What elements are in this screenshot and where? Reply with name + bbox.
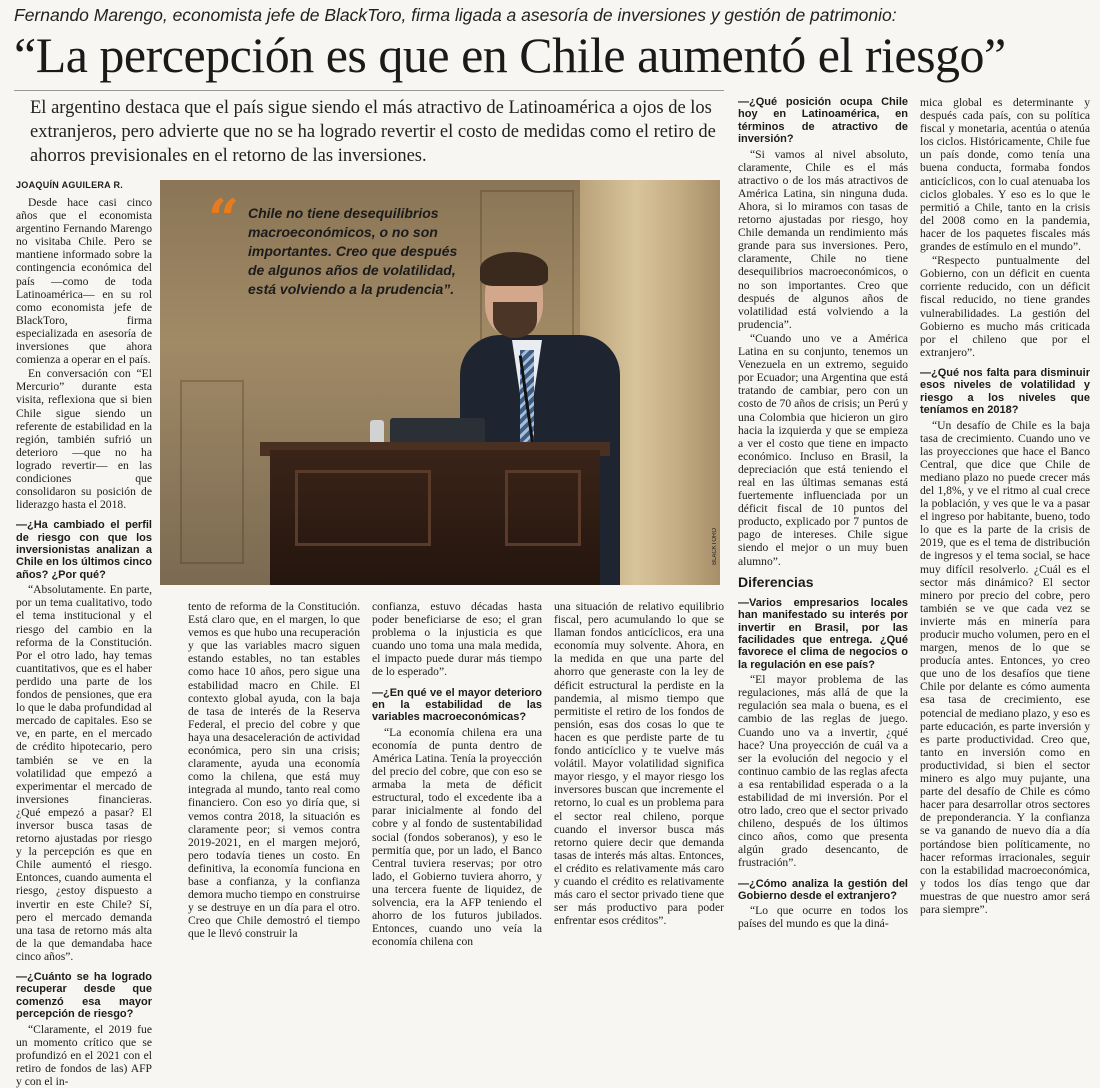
answer: “La economía chilena era una economía de punta dentro de América Latina. Tenía la proyección del precio del cobre, que con eso se armaba la meta de déficit estructural, todo el excedente iba a parar inicialmente al fondo del cobre y al fondo de sustentabilidad social (fondos soberanos), y eso le permitía que, por un lado, el Banco Central tuviera reservas; por otro lado, el Gobierno tuviera ahorro, y una tercera fuente de liquidez, de solvencia, era la AFP teniendo el ahorro de los futuros jubilados. Entonces, cuando uno veía la economía chilena con <box>372 725 542 949</box>
answer: “Respecto puntualmente del Gobierno, con un déficit en cuenta corriente reducido, con un déficit fiscal reducido, no tiene grandes vulnerabilidades. La gestión del Gobierno es mucho más criticada por el chileno que por el extranjero”. <box>920 254 1090 359</box>
answer: “Claramente, el 2019 fue un momento crítico que se profundizó en el 2021 con el retiro de fondos de las) AFP y con el in- <box>16 1022 152 1088</box>
answer: “Un desafío de Chile es la baja tasa de crecimiento. Cuando uno ve las proyecciones que hace el Banco Central, que dice que Chile de mediano plazo no puede crecer más del 1,8%, y ve el ritmo al cual crece la población, y ves que le va a pasar el ingreso por habitante, bueno, todo lo que es la parte de la crisis de 2019, que es el tema de distribución de ingresos y el tema social, se hace muy difícil resolverlo. ¿Cuál es el sector más dinámico? El sector minero por precio del cobre, pero también se ve que cada vez se invierte más en minería para producir mucho volumen, pero en el margen, menos de lo que se producía antes. Entonces, yo creo que uno de los desafíos que tiene Chile por delante es cómo aumenta esa tasa de crecimiento, ese potencial de mediano plazo, y eso es parte educación, es parte inversión y es parte productividad. Creo que, tanto en inversión como en productividad, si bien el sector minero es algo muy pujante, una parte del desafío de Chile es cómo hacer para desarrollar otros sectores de preponderancia. Y la confianza se va ganando de nuevo día a día portándose bien políticamente, no hacer reformas irracionales, seguir con la estabilidad macroeconómica, y todos los días tengo que dar muestras de que nuestro amor será para siempre”. <box>920 418 1090 916</box>
subheading: Diferencias <box>738 573 814 590</box>
deck: El argentino destaca que el país sigue siendo el más atractivo de Latinoamérica a ojos de los extranjeros, pero advierte que no se ha logrado revertir el costo de medidas como el retiro de ahorros previsionales en el retorno de las inversiones. <box>30 98 716 166</box>
byline: JOAQUÍN AGUILERA R. <box>16 180 124 190</box>
column-5 <box>738 96 908 976</box>
column-1 <box>16 196 152 1088</box>
question: —¿Cómo analiza la gestión del Gobierno desde el extranjero? <box>738 877 908 902</box>
pull-quote: Chile no tiene desequilibrios macroeconómicos, o no son importantes. Creo que después de algunos años de volatilidad, está volviendo a la prudencia”. <box>248 205 458 297</box>
paragraph: mica global es determinante y después cada país, con su política fiscal y monetaria, acentúa o atenúa los ciclos. Históricamente, Chile fue un país donde, como tenía una buena conducta, formaba fondos anticíclicos, con lo cual atenuaba los ciclos globales. Y eso es lo que le permitió a Chile, tanto en la crisis del 2008 como en la pandemia, hacer de los paquetes fiscales más grandes de estímulo en el mundo”. <box>920 96 1090 254</box>
question: —¿Cuánto se ha logrado recuperar desde que comenzó esa mayor percepción de riesgo? <box>16 971 152 1021</box>
question: —¿Ha cambiado el perfil de riesgo con que los inversionistas analizan a Chile en los últimos cinco años? ¿Por qué? <box>16 519 152 581</box>
paragraph: confianza, estuvo décadas hasta poder beneficiarse de eso; el gran problema o la injusticia es que cuando uno toma una mala medida, el impacto puede durar más tiempo de lo esperado”. <box>372 600 542 679</box>
answer: “Lo que ocurre en todos los países del mundo es que la diná- <box>738 904 908 931</box>
paragraph: En conversación con “El Mercurio” durante esta visita, reflexiona que si bien Chile sigue siendo un referente de estabilidad en la región, también sufrió un deterioro —que no ha logrado revertir— en las condiciones que consolidaron su posición de liderazgo hasta el 2018. <box>16 367 152 512</box>
paragraph: Desde hace casi cinco años que el economista argentino Fernando Marengo no visitaba Chile. Pero se mantiene informado sobre la contingencia económica del país —como de toda Latinoamérica— en su rol como economista jefe de BlackToro, firma especializada en asesoría de inversiones que ahora comienza a operar en el país. <box>16 196 152 367</box>
question: —Varios empresarios locales han manifestado su interés por invertir en Brasil, por las facilidades que entrega. ¿Qué favorece el clima de negocios o la regulación en ese país? <box>738 596 908 671</box>
kicker: Fernando Marengo, economista jefe de BlackToro, firma ligada a asesoría de inversiones y gestión de patrimonio: <box>14 5 897 25</box>
podium-panel <box>505 470 581 546</box>
headline: “La percepción es que en Chile aumentó el riesgo” <box>14 27 1006 83</box>
wall-panel <box>180 380 244 564</box>
question: —¿Qué posición ocupa Chile hoy en Latinoamérica, en términos de atractivo de inversión? <box>738 96 908 146</box>
photo-credit: BLACKTORO <box>712 528 718 565</box>
column-3 <box>372 600 542 976</box>
paragraph: una situación de relativo equilibrio fiscal, pero acumulando lo que se llaman fondos anticíclicos, era una economía muy solvente. Ahora, en la medida en que una parte del ahorro que generaste con la ley de déficit estructural la perdiste en la pandemia, al mismo tiempo que permitiste el retiro de los fondos de pensión, esas dos cosas lo que te hacen es que perdiste parte de tu fondo anticíclico y te vuelve más volátil. Mayor volatilidad significa mayor riesgo, y el mayor riesgo los inversores buscan que incremente el retorno, lo cual es un problema para el sector real chileno, porque cuando el inversor busca más retorno quiere decir que demanda tasas de interés más altas. Entonces, el crédito es relativamente más caro y cuando el crédito es relativamente más caro el sector privado tiene que ser más productivo para poder enfrentar esos créditos”. <box>554 600 724 928</box>
column-2 <box>188 600 360 976</box>
answer: “Cuando uno ve a América Latina en su conjunto, tenemos un Venezuela en un extremo, seguido por Ecuador; una Argentina que está tratando de cambiar, pero con un costo de 70 años de crisis; un Perú y una Colombia que hicieron un giro hacia la izquierda y que se empieza a ver el costo que tiene en impacto económico. Incluso en Brasil, la depreciación que está teniendo el real en las últimas semanas está fuertemente influenciada por un déficit fiscal de 10 puntos del producto, explicado por 7 puntos de pago de intereses. Chile sigue siendo el mejor o un muy buen alumno”. <box>738 331 908 568</box>
answer: “Si vamos al nivel absoluto, claramente, Chile es el más atractivo o de los más atractivos de América Latina, sin ninguna duda. Ahora, si lo miramos con tasas de retorno ajustadas por riesgo, hoy Chile demanda un rendimiento más grande para sus inversiones. Pero, claramente, Chile no tiene desequilibrios macroeconómicos, o no son importantes. Creo que después de algunos años de volatilidad está volviendo a la prudencia”. <box>738 147 908 331</box>
column-4 <box>554 600 724 976</box>
paragraph: tento de reforma de la Constitución. Está claro que, en el margen, lo que vemos es que hubo una recuperación y que las variables macro siguen estando estables, no tan estables como hace 10 años, pero sigue una estabilidad macro en Chile. El contexto global ayuda, con la baja de tasa de interés de la Reserva Federal, el precio del cobre y que haya una desaceleración de actividad económica, pero sin una crisis; claramente, ayuda una economía como la chilena, que está muy integrada al mundo, tanto real como financiero. Con eso yo diría que, si vemos contra 2018, la situación es claramente peor; si vemos contra 2019-2021, en el margen mejoró, pero todavía tienes un costo. En definitiva, la economía funciona en base a confianza, y la confianza demora mucho tiempo en construirse y se destruye en un día para el otro. Creo que Chile demostró el tiempo que le llevó construir la <box>188 600 360 941</box>
question: —¿En qué ve el mayor deterioro en la estabilidad de las variables macroeconómicas? <box>372 686 542 724</box>
podium-panel <box>295 470 431 546</box>
speaker-beard <box>493 302 537 338</box>
answer: “Absolutamente. En parte, por un tema cualitativo, todo el tema institucional y el riesgo del cambio en la reforma de la Constitución. Por el otro lado, hay temas cuantitativos, que es el haber perdido una parte de los fondos de pensiones, que era lo que le daba profundidad al mercado de capitales. Eso se ve, en parte, en el mercado de crédito hipotecario, pero también se ve en la volatilidad que empezó a experimentar el mercado de inversiones financieras. ¿Qué empezó a pasar? El inversor busca tasas de retorno ajustadas por riesgo y la percepción es que en Chile aumentó el riesgo. Entonces, cuando aumenta el riesgo, ¿estoy dispuesto a invertir en este Chile? Sí, pero el mercado demanda una tasa de retorno más alta de la que demandaba hace cinco años”. <box>16 583 152 963</box>
quote-mark-icon: “ <box>208 187 240 251</box>
speaker-photo <box>160 180 720 585</box>
question: —¿Qué nos falta para disminuir esos niveles de volatilidad y riesgo a los niveles que teníamos en 2018? <box>920 366 1090 417</box>
column-6 <box>920 96 1090 976</box>
speaker-hair <box>480 252 548 286</box>
divider <box>14 90 724 91</box>
answer: “El mayor problema de las regulaciones, más allá de que la regulación sea mala o buena, es el cambio de las reglas de juego. Cuando uno va a invertir, ¿qué hace? Una proyección de cuál va a ser la evolución del negocio y el continuo cambio de las reglas afecta a esa rentabilidad esperada o a la estabilidad de mi inversión. Por el otro lado, creo que el sector privado chileno, después de los últimos cinco años, como que presenta algún grado desencanto, de frustración”. <box>738 673 908 870</box>
